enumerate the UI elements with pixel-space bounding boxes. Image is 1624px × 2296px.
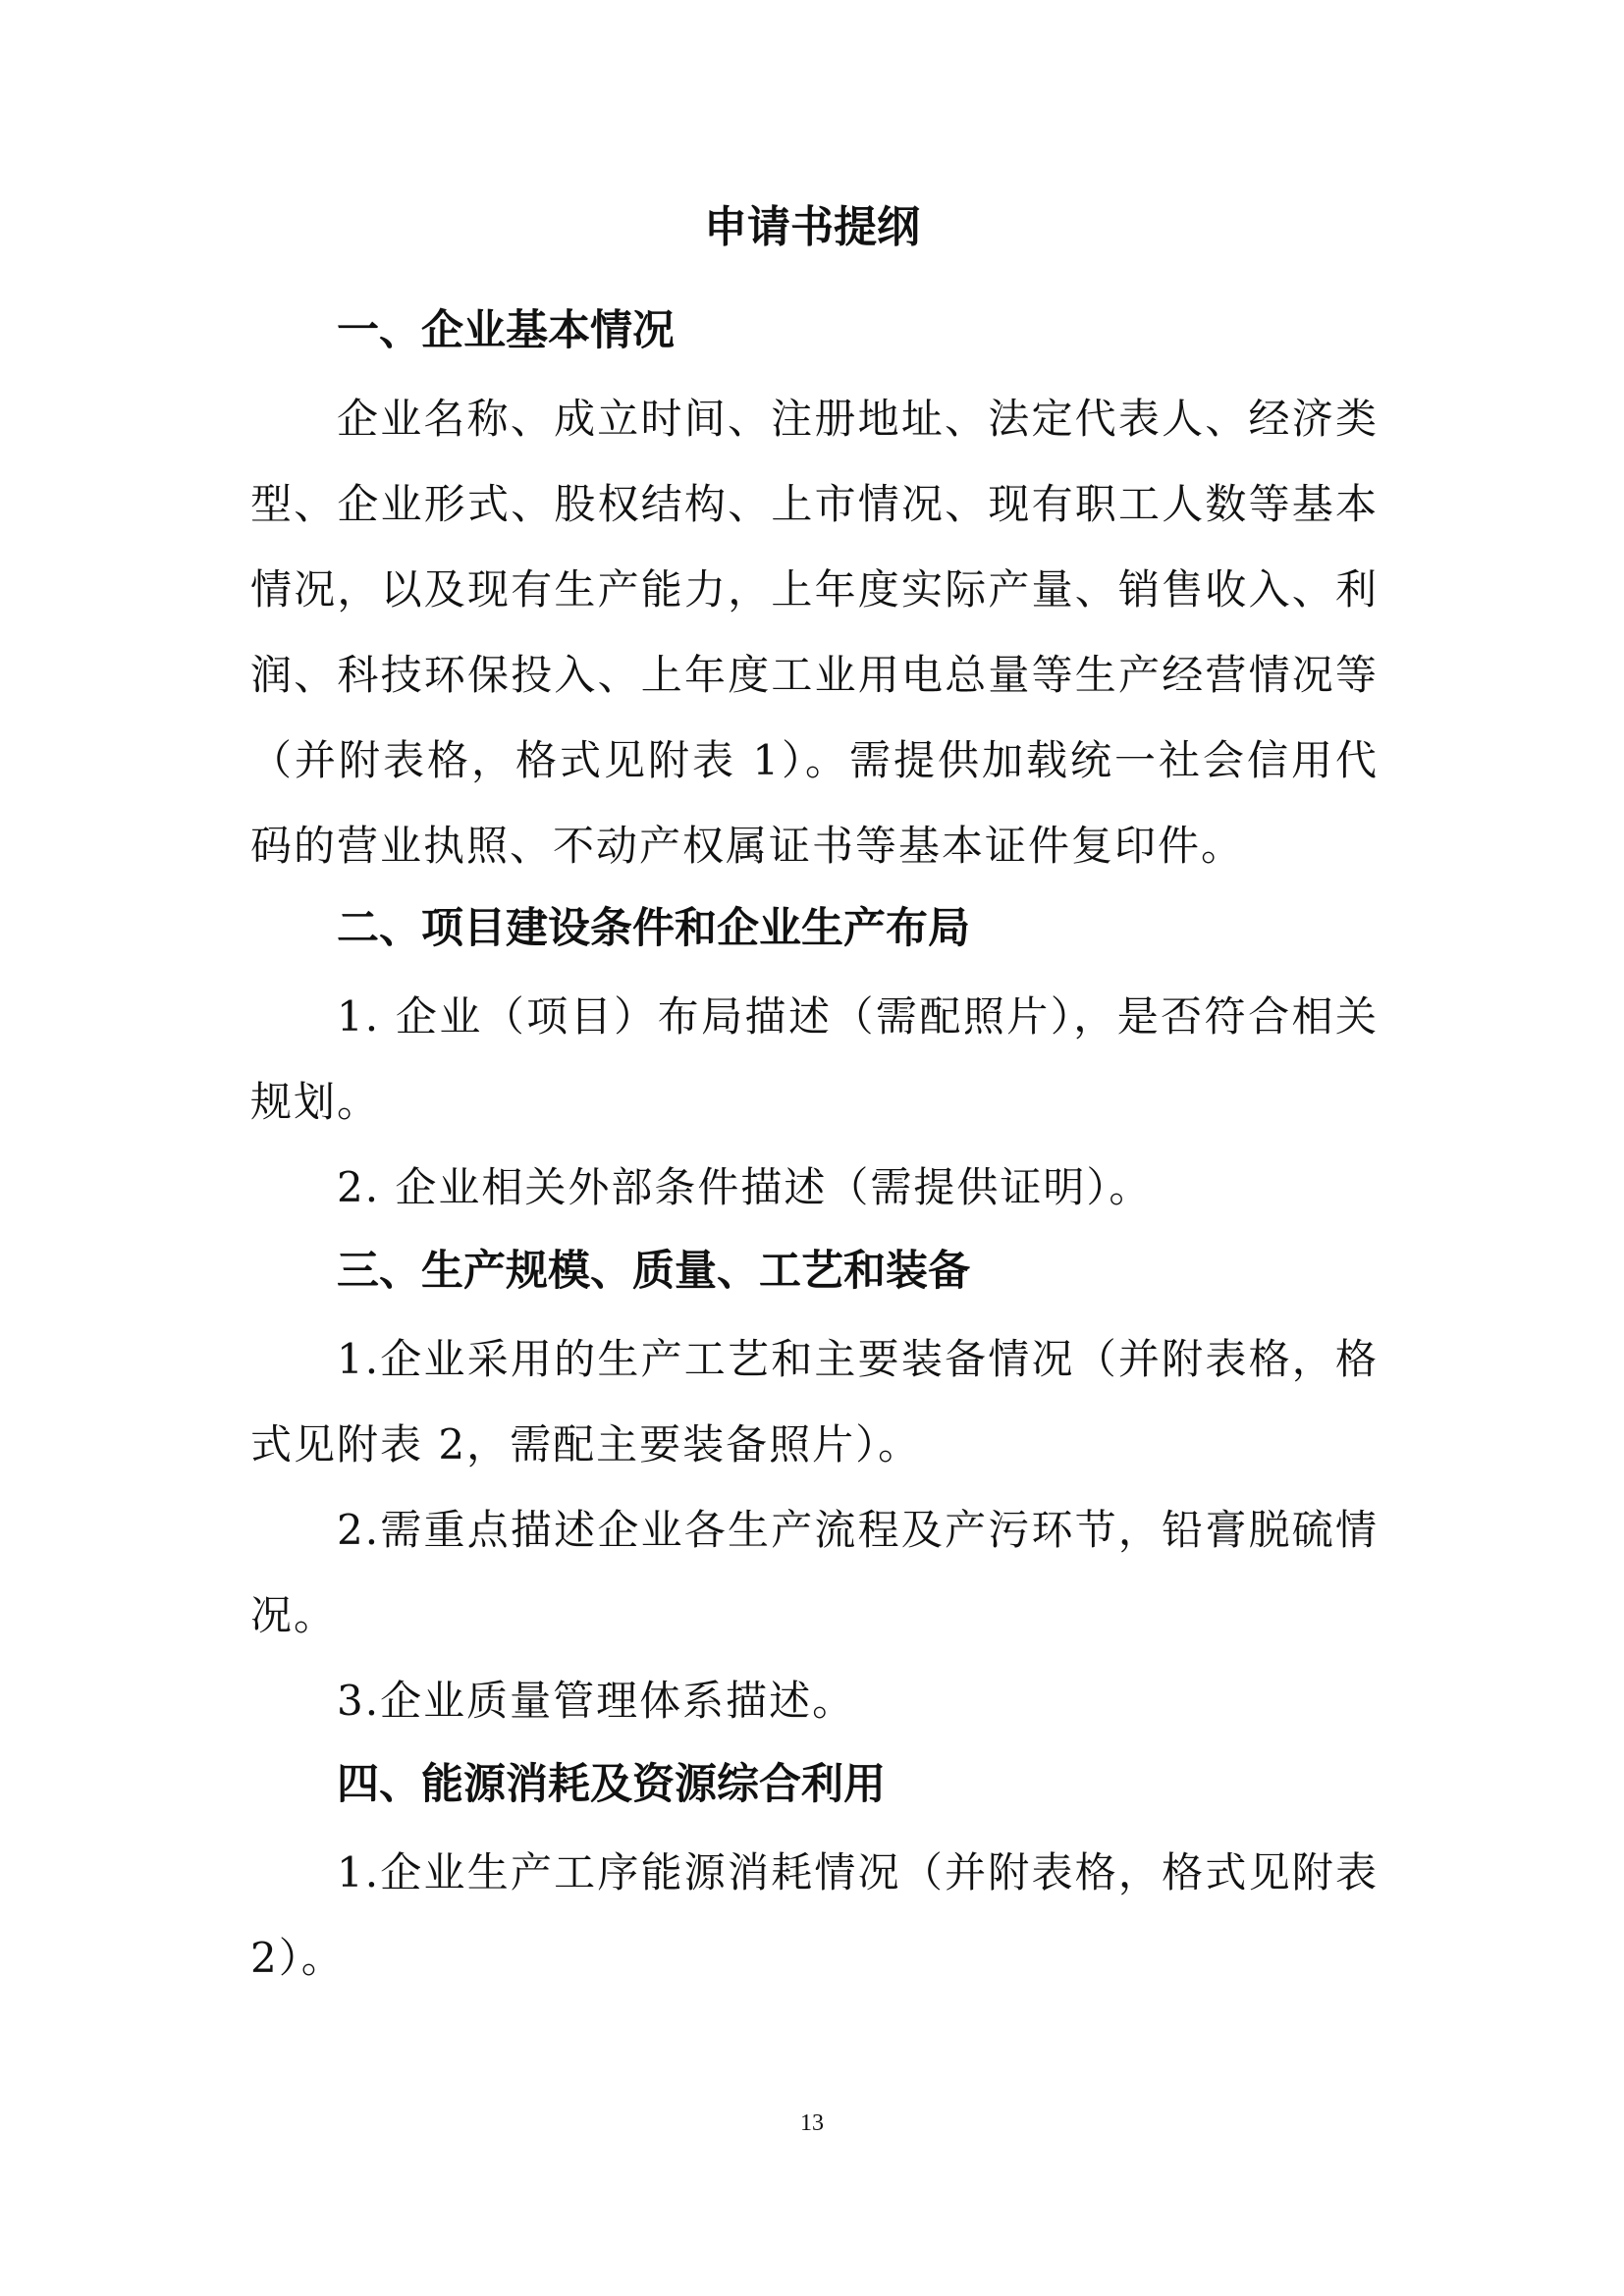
section-project-conditions-layout: [250, 900, 1379, 1230]
section-paragraph: 企业名称、成立时间、注册地址、法定代表人、经济类型、企业形式、股权结构、上市情况、现有职工人数等基本情况，以及现有生产能力，上年度实际产量、销售收入、利润、科技环保投入、上年度工业用电总量等生产经营情况等（并附表格，格式见附表 1）。需提供加载统一社会信用代码的营业执照、不动产权属证书等基本证件复印件。: [250, 395, 1379, 870]
section-paragraph: 1.企业生产工序能源消耗情况（并附表格，格式见附表 2）。: [250, 1848, 1379, 1982]
section-production-scale-quality: [250, 1243, 1379, 1743]
section-paragraph: 2.需重点描述企业各生产流程及产污环节，铅膏脱硫情况。: [250, 1506, 1379, 1639]
document-title: 申请书提纲: [704, 202, 920, 252]
section-heading: 二、项目建设条件和企业生产布局: [337, 904, 970, 953]
section-heading: 三、生产规模、质量、工艺和装备: [337, 1247, 970, 1296]
section-paragraph: 1. 企业（项目）布局描述（需配照片），是否符合相关规划。: [250, 992, 1379, 1126]
section-enterprise-basic-info: [250, 302, 1379, 888]
section-heading: 一、企业基本情况: [337, 306, 675, 355]
section-paragraph: 3.企业质量管理体系描述。: [337, 1677, 856, 1725]
section-heading: 四、能源消耗及资源综合利用: [337, 1760, 886, 1809]
section-energy-resources: [250, 1756, 1379, 2001]
section-paragraph: 2. 企业相关外部条件描述（需提供证明）。: [337, 1163, 1153, 1211]
page-number: 13: [800, 2110, 824, 2136]
section-paragraph: 1.企业采用的生产工艺和主要装备情况（并附表格，格式见附表 2，需配主要装备照片）。: [250, 1335, 1379, 1468]
